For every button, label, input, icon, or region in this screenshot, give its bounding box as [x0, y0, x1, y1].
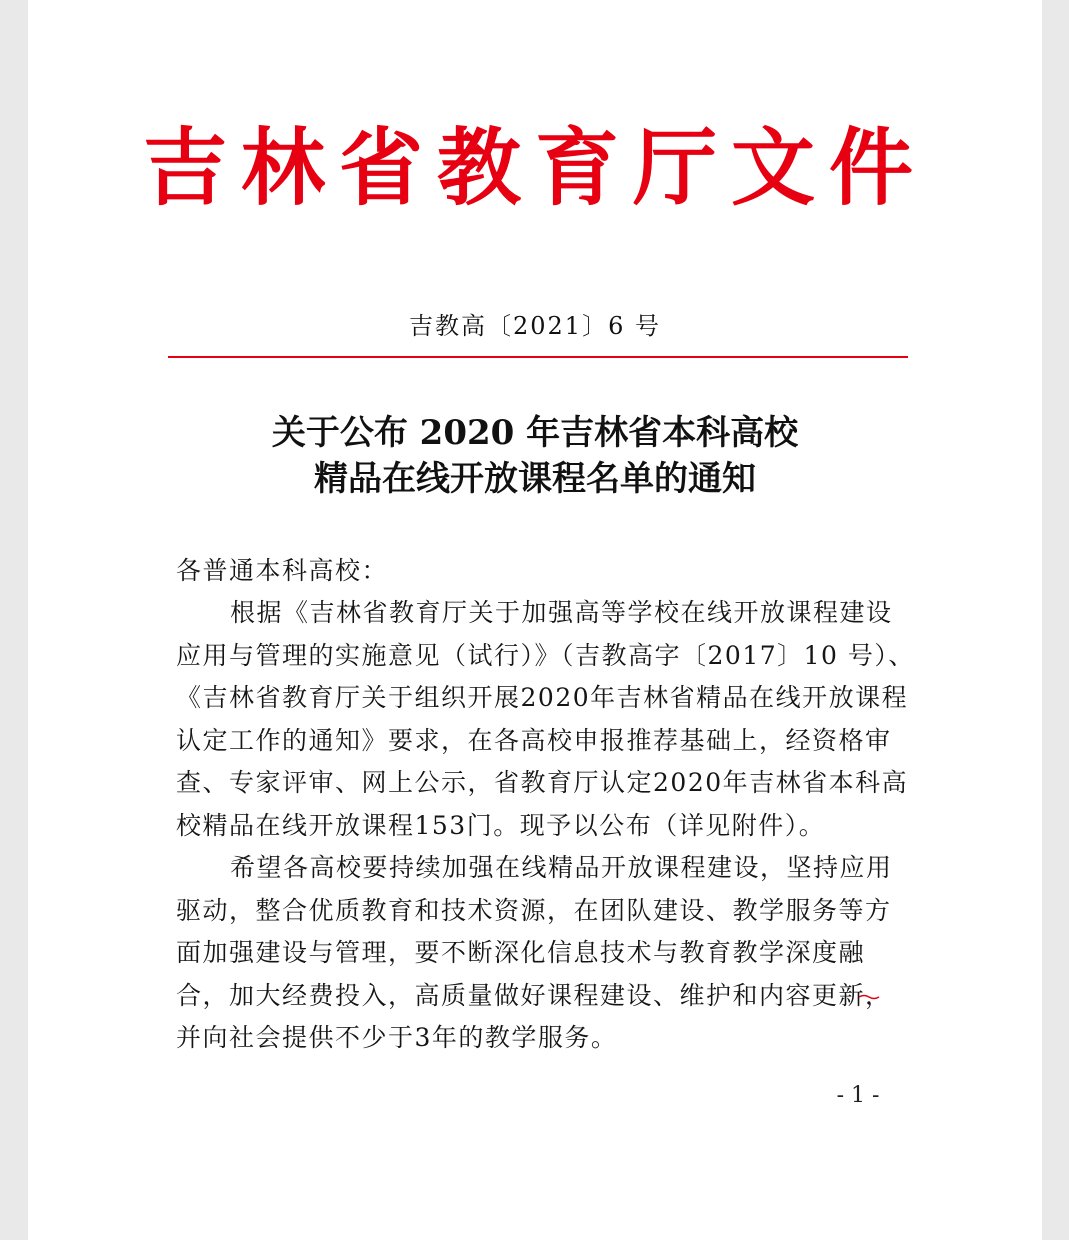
body-paragraph-1: 根据《吉林省教育厅关于加强高等学校在线开放课程建设应用与管理的实施意见（试行）》（吉教高字〔2017〕10 号）、《吉林省教育厅关于组织开展2020年吉林省精品在线开放课程认定工作的通知》要求，在各高校申报推荐基础上，经资格审查、专家评审、网上公示，省教育厅认定2020年吉林省本科高校精品在线开放课程153门。现予以公布（详见附件）。 [176, 598, 915, 840]
red-proofread-mark [858, 993, 880, 1001]
salutation: 各普通本科高校： [176, 556, 389, 585]
document-page [28, 0, 1042, 1240]
document-number: 吉教高〔2021〕6 号 [409, 312, 661, 340]
notice-title [28, 410, 1042, 502]
notice-title-line-2: 精品在线开放课程名单的通知 [314, 459, 756, 499]
page-number: - 1 - [836, 1083, 880, 1108]
body-paragraph-2: 希望各高校要持续加强在线精品开放课程建设，坚持应用驱动，整合优质教育和技术资源，在团队建设、教学服务等方面加强建设与管理，要不断深化信息技术与教育教学深度融合，加大经费投入，高质量做好课程建设、维护和内容更新，并向社会提供不少于3年的教学服务。 [176, 853, 893, 1052]
masthead-title: 吉林省教育厅文件 [142, 118, 927, 217]
notice-title-line-1: 关于公布 2020 年吉林省本科高校 [271, 413, 799, 453]
red-divider [168, 356, 908, 358]
